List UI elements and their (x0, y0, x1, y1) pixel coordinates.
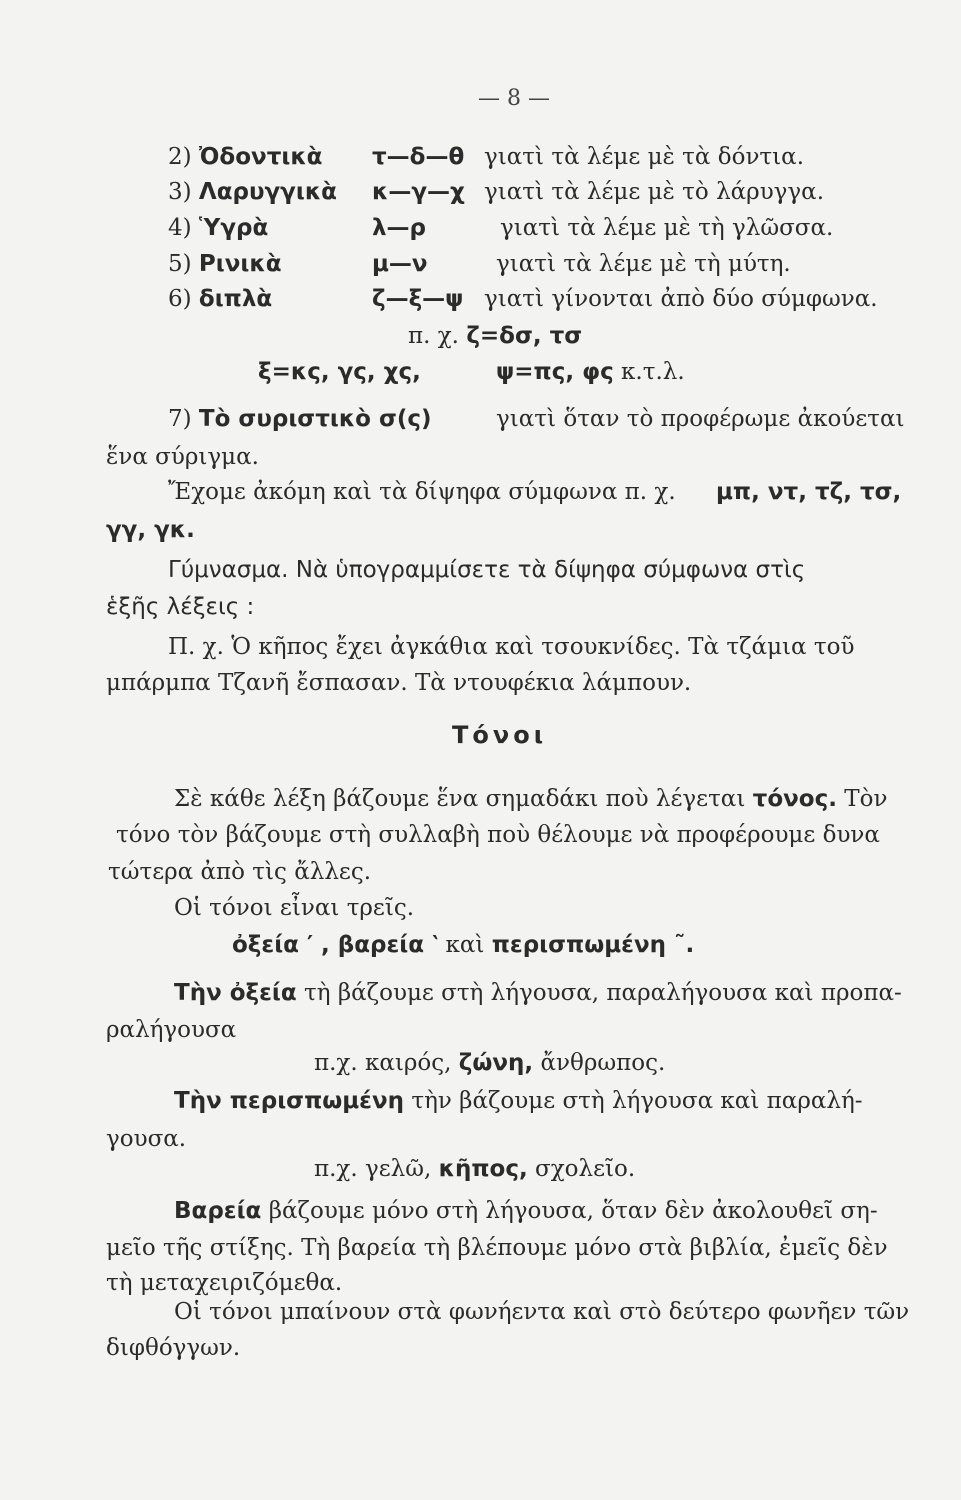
item-reason: γιατὶ τὰ λέμε μὲ τὰ δόντια. (484, 144, 805, 170)
item-name: Ὑγρὰ (198, 215, 269, 241)
list-item (168, 142, 322, 172)
item-number: 5) (168, 251, 192, 277)
vowels-line2: διφθόγγων. (106, 1335, 241, 1361)
oxeia-line2: ραλήγουσα (106, 1017, 237, 1043)
example-xi: ξ=κς, γς, χς, (258, 359, 421, 385)
item-letters: τ—δ—θ (372, 144, 465, 170)
exercise-line1: Γύμνασμα. Νὰ ὑπογραμμίσετε τὰ δίψηφα σύμφωνα στὶς (168, 557, 806, 583)
perispomeni-line2: γουσα. (106, 1126, 187, 1152)
tonos-intro-line4: Οἱ τόνοι εἶναι τρεῖς. (174, 895, 415, 921)
example-psi: ψ=πς, φς κ.τ.λ. (496, 359, 685, 385)
list-item (168, 177, 337, 207)
item-name: Λαρυγγικὰ (198, 179, 337, 205)
three-accents: ὀξεία ′ , βαρεία ‵ καὶ περισπωμένη ῀. (232, 932, 695, 958)
item-name: διπλὰ (198, 286, 273, 312)
list-item (168, 249, 282, 279)
perispomeni-line1: Τὴν περισπωμένη τὴν βάζουμε στὴ λήγουσα καὶ παραλή- (174, 1088, 863, 1114)
item-number: 6) (168, 286, 192, 312)
digraphs-text: Ἔχομε ἀκόμη καὶ τὰ δίψηφα σύμφωνα π. χ. (168, 479, 676, 505)
oxeia-example: π.χ. καιρός, ζώνη, ἄνθρωπος. (314, 1050, 666, 1076)
exercise-line2: ἑξῆς λέξεις : (106, 594, 255, 620)
vareia-line3: τὴ μεταχειριζόμεθα. (106, 1270, 343, 1296)
perispomeni-example: π.χ. γελῶ, κῆπος, σχολεῖο. (314, 1156, 636, 1182)
vareia-line2: μεῖο τῆς στίξης. Τὴ βαρεία τὴ βλέπουμε μόνο στὰ βιβλία, ἐμεῖς δὲν (106, 1235, 888, 1261)
item-name: Ὀδοντικὰ (198, 144, 323, 170)
item-7-reason: γιατὶ ὅταν τὸ προφέρωμε ἀκούεται (496, 406, 905, 432)
tonos-intro-line2: τόνο τὸν βάζουμε στὴ συλλαβὴ ποὺ θέλουμε νὰ προφέρουμε δυνα (116, 822, 880, 848)
section-title: Τόνοι (452, 721, 548, 749)
item-reason: γιατὶ γίνονται ἀπὸ δύο σύμφωνα. (484, 286, 878, 312)
tonos-intro-line3: τώτερα ἀπὸ τὶς ἄλλες. (108, 859, 372, 885)
item-7: 7) Τὸ συριστικὸ σ(ς) (168, 406, 432, 432)
vareia-line1: Βαρεία βάζουμε μόνο στὴ λήγουσα, ὅταν δὲν ἀκολουθεῖ ση- (174, 1198, 878, 1224)
item-reason: γιατὶ τὰ λέμε μὲ τὸ λάρυγγα. (484, 179, 825, 205)
item-letters: κ—γ—χ (372, 179, 465, 205)
item-letters: λ—ρ (372, 215, 427, 241)
item-number: 3) (168, 179, 192, 205)
example-zeta: π. χ. ζ=δσ, τσ (408, 323, 583, 349)
example-sentence-line2: μπάρμπα Τζανῆ ἔσπασαν. Τὰ ντουφέκια λάμπουν. (106, 670, 692, 696)
item-7-cont: ἕνα σύριγμα. (106, 444, 259, 470)
list-item (168, 284, 272, 314)
item-reason: γιατὶ τὰ λέμε μὲ τὴ γλῶσσα. (500, 215, 834, 241)
item-number: 4) (168, 215, 192, 241)
item-number: 2) (168, 144, 192, 170)
tonos-intro-line1: Σὲ κάθε λέξη βάζουμε ἕνα σημαδάκι ποὺ λέγεται τόνος. Τὸν (174, 786, 888, 812)
vowels-line1: Οἱ τόνοι μπαίνουν στὰ φωνήεντα καὶ στὸ δεύτερο φωνῆεν τῶν (174, 1299, 910, 1325)
item-letters: μ—ν (372, 251, 428, 277)
oxeia-line1: Τὴν ὀξεία τὴ βάζουμε στὴ λήγουσα, παραλήγουσα καὶ προπα- (174, 980, 902, 1006)
item-name: Ρινικὰ (198, 251, 282, 277)
digraphs-list: μπ, ντ, τζ, τσ, (716, 479, 902, 505)
list-item (168, 213, 268, 243)
example-sentence-line1: Π. χ. Ὁ κῆπος ἔχει ἀγκάθια καὶ τσουκνίδες. Τὰ τζάμια τοῦ (168, 634, 855, 660)
item-reason: γιατὶ τὰ λέμε μὲ τὴ μύτη. (496, 251, 791, 277)
page-number: — 8 — (478, 86, 550, 111)
digraphs-list-cont: γγ, γκ. (106, 517, 195, 543)
item-letters: ζ—ξ—ψ (372, 286, 464, 312)
